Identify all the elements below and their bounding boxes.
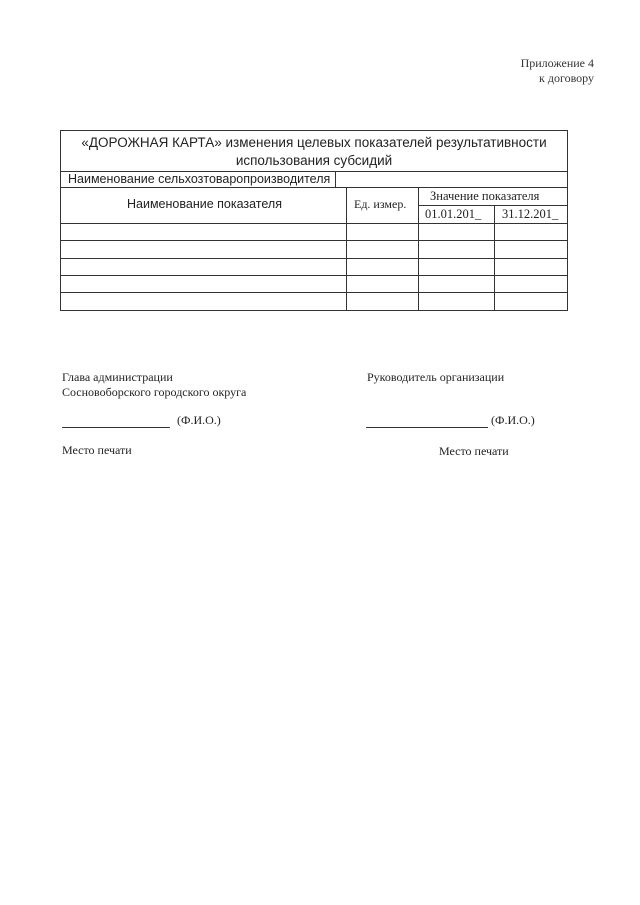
org-stamp-place: Место печати <box>439 444 509 458</box>
rule-under-header <box>61 223 567 224</box>
roadmap-title-line1: «ДОРОЖНАЯ КАРТА» изменения целевых показателей результативности <box>81 135 547 150</box>
indicator-name-header: Наименование показателя <box>127 197 282 211</box>
roadmap-title-line2: использования субсидий <box>235 153 393 168</box>
rule-unit-divider <box>418 187 419 310</box>
rule-row-3 <box>61 275 567 276</box>
producer-name-label: Наименование сельхозтоваропроизводителя <box>68 172 331 186</box>
date-start-header: 01.01.201_ <box>425 207 482 221</box>
annex-number: Приложение 4 <box>520 56 594 70</box>
org-fio: (Ф.И.О.) <box>491 413 535 427</box>
admin-signature-block <box>62 370 246 400</box>
org-head-title: Руководитель организации <box>367 370 505 384</box>
annex-note <box>521 56 594 86</box>
admin-title-line1: Глава администрации <box>62 370 173 384</box>
roadmap-title <box>61 134 567 170</box>
admin-signature-blank <box>62 415 170 428</box>
rule-under-value-header <box>418 205 567 206</box>
roadmap-table <box>60 130 568 311</box>
unit-header: Ед. измер. <box>354 197 407 211</box>
org-signature-line <box>366 413 535 428</box>
admin-stamp-place: Место печати <box>62 443 132 457</box>
rule-date-divider <box>494 205 495 310</box>
date-end-header: 31.12.201_ <box>502 207 559 221</box>
org-signature-blank <box>366 415 488 428</box>
rule-row-2 <box>61 258 567 259</box>
rule-row-1 <box>61 240 567 241</box>
admin-title-line2: Сосновоборского городского округа <box>62 385 247 399</box>
admin-signature-line <box>62 413 221 428</box>
rule-producer-divider <box>335 171 336 188</box>
rule-under-producer <box>61 187 567 188</box>
rule-row-4 <box>61 292 567 293</box>
admin-fio: (Ф.И.О.) <box>177 413 221 427</box>
value-header: Значение показателя <box>430 189 540 203</box>
rule-indicator-divider <box>346 187 347 310</box>
annex-reference: к договору <box>539 71 594 85</box>
